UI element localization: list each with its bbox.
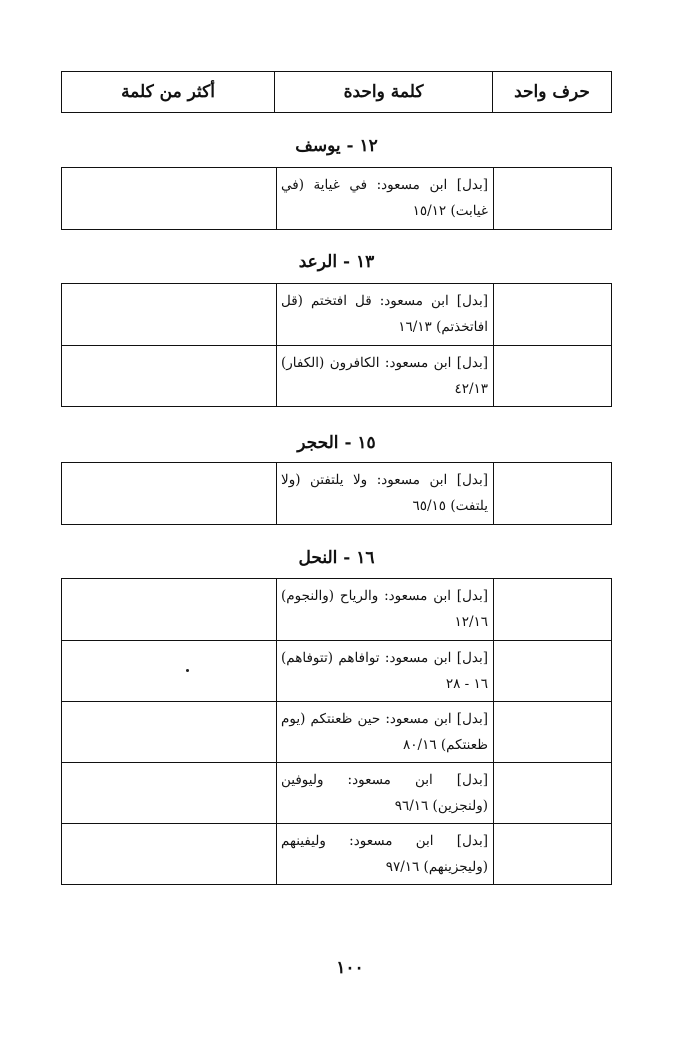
cell-more-than-word [62,463,276,524]
table-header [61,71,612,113]
table-row [62,762,611,823]
stray-dot-mark [186,669,189,672]
table-row [62,463,611,524]
cell-more-than-word [62,346,276,406]
section-table-yusuf [61,167,612,230]
cell-more-than-word [62,284,276,345]
cell-one-letter [493,702,611,762]
page-number: ١٠٠ [336,958,364,978]
cell-one-word: [بدل] ابن مسعود: وليوفين (ولنجزين) ٩٦/١٦ [276,763,493,823]
cell-one-word: [بدل] ابن مسعود: قل افتختم (قل افاتخذتم) ١٦/١٣ [276,284,493,345]
cell-more-than-word [62,168,276,229]
header-one-word: كلمة واحدة [274,72,492,112]
cell-one-letter [493,346,611,406]
section-table-hijr [61,462,612,525]
table-row [62,579,611,640]
header-more-than-word: أكثر من كلمة [121,82,215,102]
table-row [62,640,611,701]
section-title-raad: ١٣ - الرعد [298,252,375,272]
cell-one-letter [493,463,611,524]
cell-one-letter [493,641,611,701]
cell-one-word: [بدل] ابن مسعود: ولا يلتفتن (ولا يلتفت) ٦٥/١٥ [276,463,493,524]
cell-more-than-word [62,579,276,640]
table-row [62,701,611,762]
section-table-raad [61,283,612,407]
table-row [62,345,611,406]
cell-more-than-word [62,763,276,823]
cell-one-letter [493,579,611,640]
header-one-letter: حرف واحد [492,72,611,112]
section-title-hijr: ١٥ - الحجر [297,433,376,453]
cell-one-word: [بدل] ابن مسعود: حين ظعنتكم (يوم ظعنتكم) ٨٠/١٦ [276,702,493,762]
cell-more-than-word [62,641,276,701]
cell-more-than-word [62,824,276,884]
cell-one-word: [بدل] ابن مسعود: توافاهم (تتوفاهم) ١٦ - ٢٨ [276,641,493,701]
cell-one-word: [بدل] ابن مسعود: وليفينهم (وليجزينهم) ٩٧/١٦ [276,824,493,884]
cell-more-than-word [62,702,276,762]
cell-one-word: [بدل] ابن مسعود: والرياح (والنجوم) ١٢/١٦ [276,579,493,640]
section-title-nahl: ١٦ - النحل [298,548,375,568]
cell-one-word: [بدل] ابن مسعود: في غياية (في غيابت) ١٥/١٢ [276,168,493,229]
cell-one-letter [493,824,611,884]
section-title-yusuf: ١٢ - يوسف [295,136,378,156]
cell-one-letter [493,168,611,229]
table-row [62,168,611,229]
section-table-nahl [61,578,612,885]
table-row [62,284,611,345]
cell-one-letter [493,763,611,823]
cell-one-letter [493,284,611,345]
table-row [62,823,611,884]
cell-one-word: [بدل] ابن مسعود: الكافرون (الكفار) ٤٢/١٣ [276,346,493,406]
